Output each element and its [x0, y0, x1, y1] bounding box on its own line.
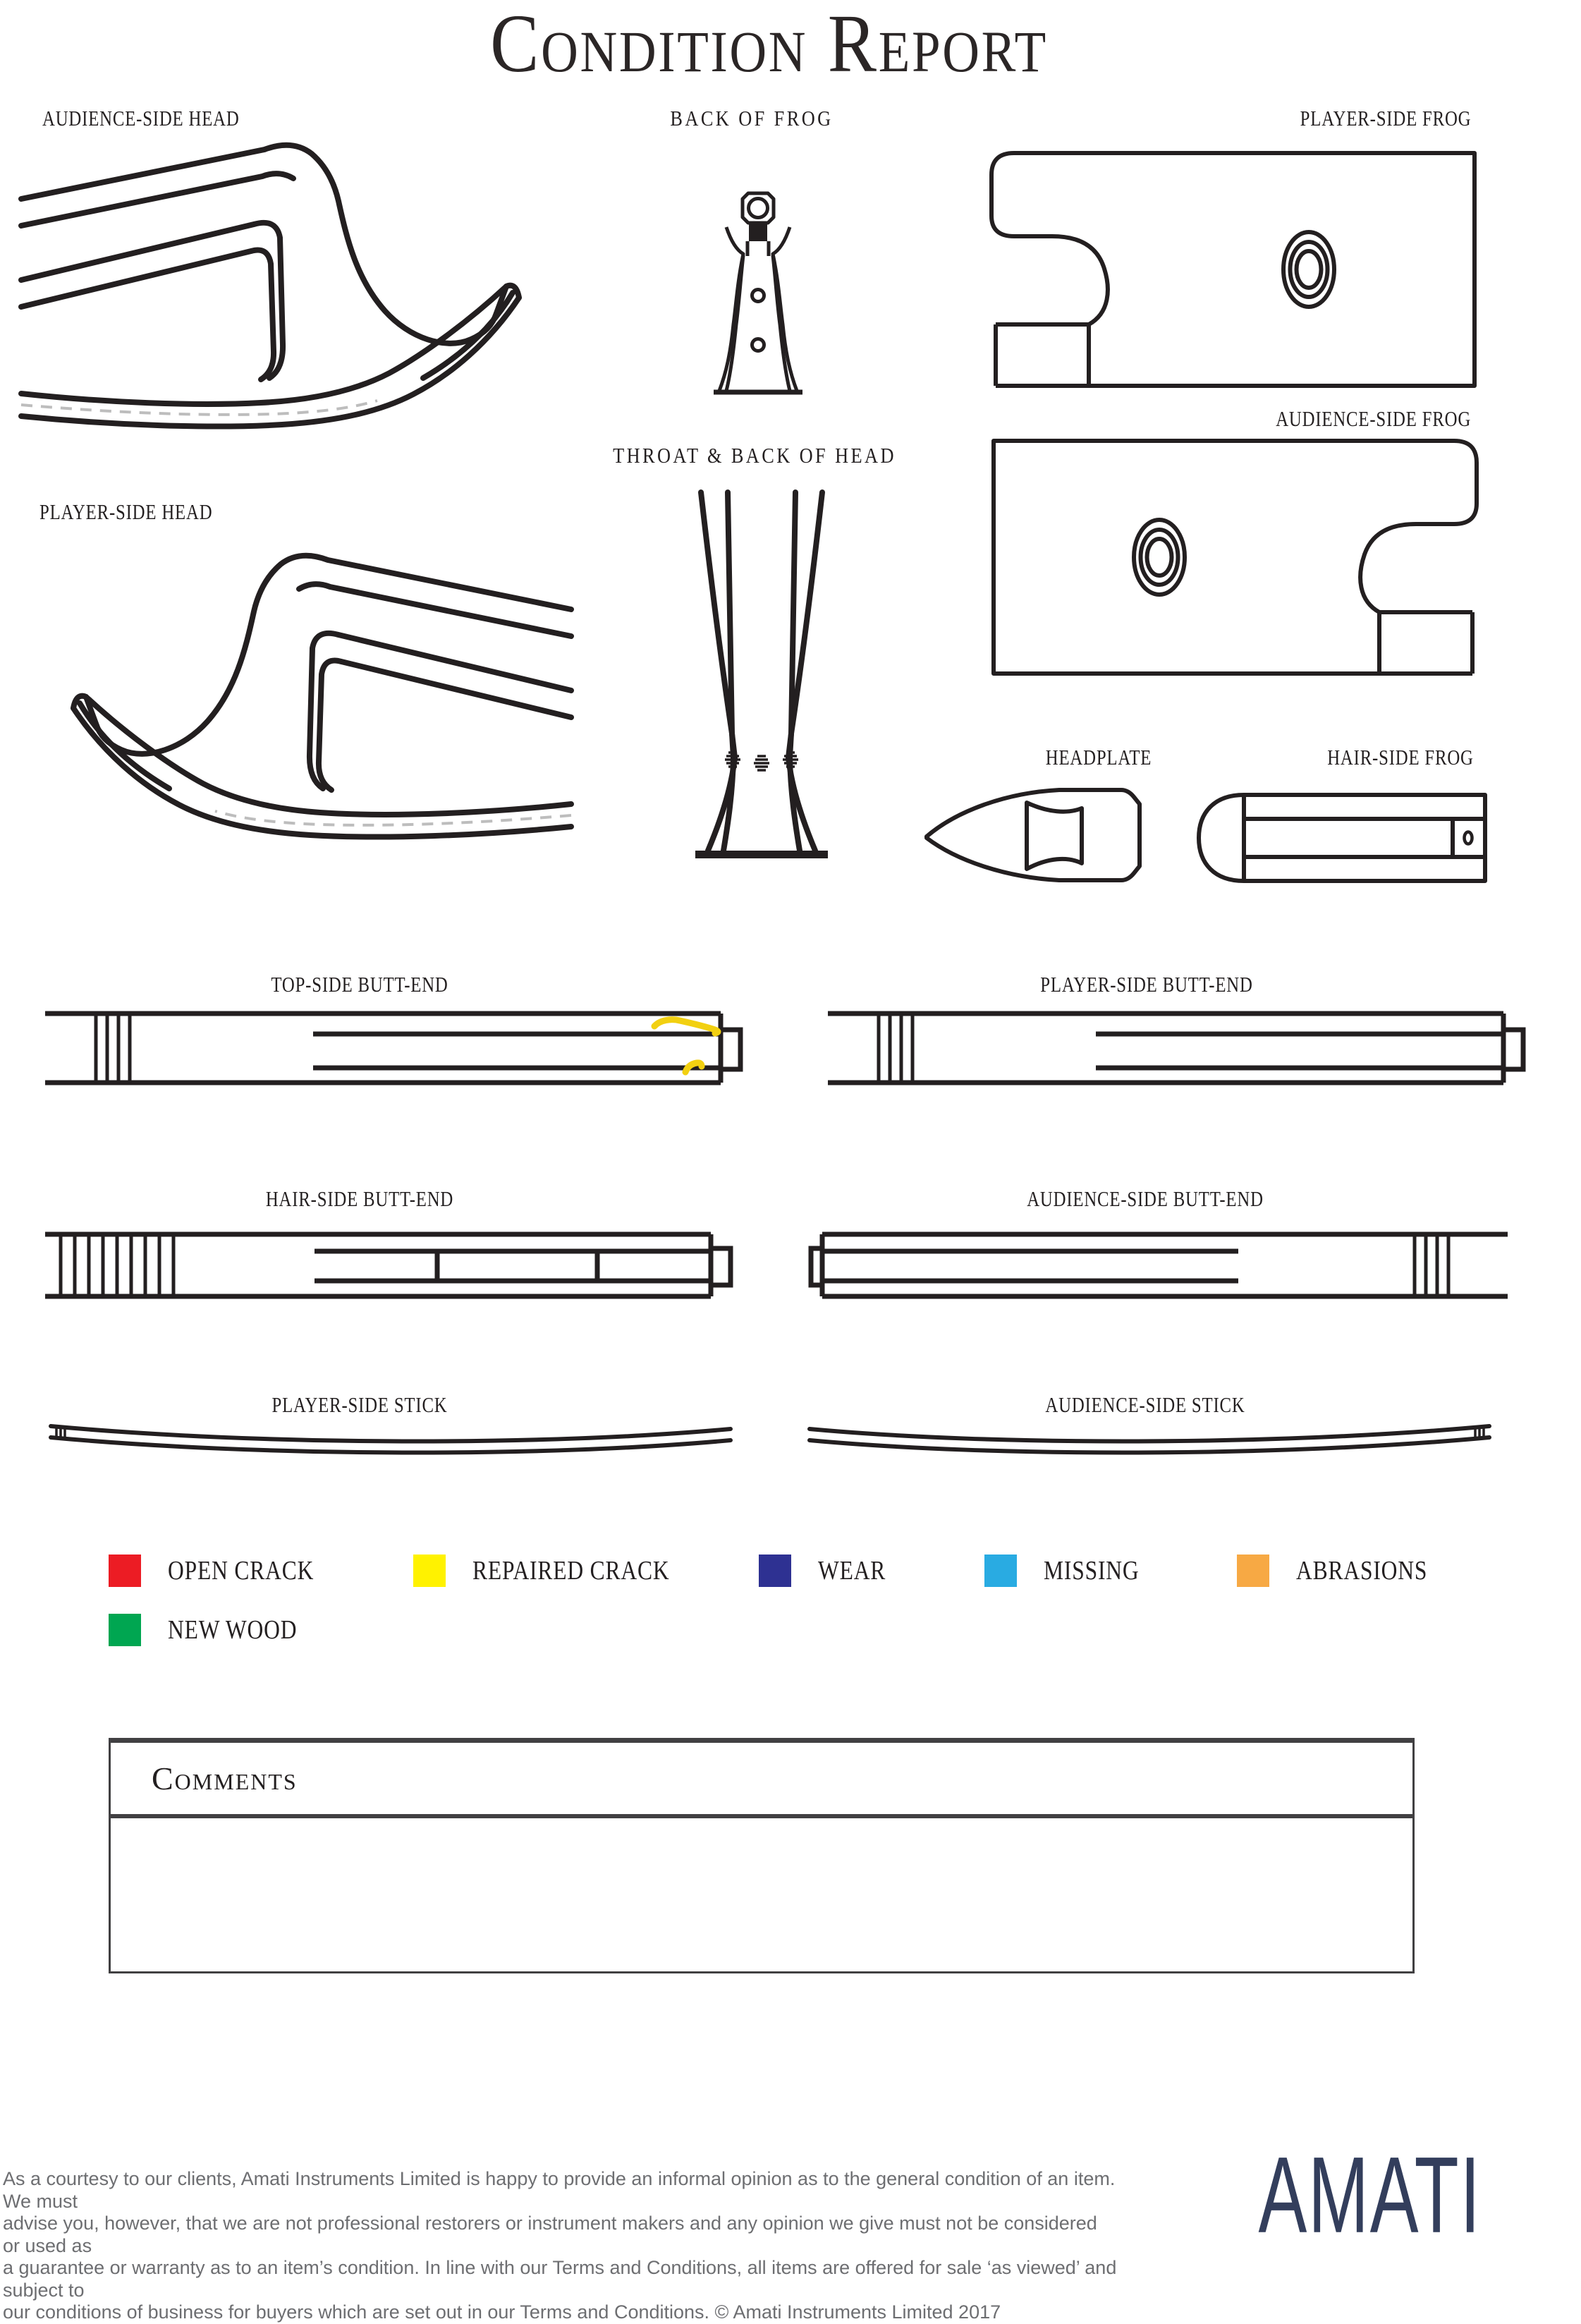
comments-title: Comments	[152, 1760, 298, 1796]
legend-swatch-repaired-crack	[413, 1555, 446, 1587]
legend-label-abrasions: ABRASIONS	[1296, 1556, 1428, 1586]
repaired-crack-annotation	[654, 1020, 718, 1072]
amati-logo: AMATI	[1258, 2134, 1482, 2256]
throat-back-of-head-drawing	[691, 492, 832, 860]
legend-swatch-new-wood	[109, 1614, 141, 1646]
legend-label-repaired-crack: REPAIRED CRACK	[472, 1556, 670, 1586]
label-player-side-stick: PLAYER-SIDE STICK	[271, 1392, 448, 1417]
label-hair-side-frog: HAIR-SIDE FROG	[1327, 745, 1474, 769]
label-throat-back-of-head: THROAT & BACK OF HEAD	[613, 443, 896, 468]
headplate-drawing	[921, 783, 1147, 887]
legend-label-wear: WEAR	[818, 1556, 886, 1586]
back-of-frog-drawing	[707, 186, 810, 396]
label-back-of-frog: BACK OF FROG	[670, 106, 834, 130]
legend-swatch-wear	[759, 1555, 791, 1587]
legend-swatch-open-crack	[109, 1555, 141, 1587]
hair-side-frog-drawing	[1190, 791, 1489, 884]
hair-side-butt-end-drawing	[45, 1230, 745, 1301]
player-side-butt-end-drawing	[828, 1009, 1527, 1088]
label-audience-side-frog: AUDIENCE-SIDE FROG	[1276, 406, 1471, 431]
audience-side-butt-end-drawing	[808, 1230, 1508, 1301]
label-headplate: HEADPLATE	[1045, 745, 1152, 769]
footer-line: advise you, however, that we are not professional restorers or instrument makers and any opinion we give must not be considered or used as	[3, 2213, 1097, 2256]
legend-label-open-crack: OPEN CRACK	[168, 1556, 315, 1586]
audience-side-head-drawing	[21, 134, 571, 437]
legend-swatch-abrasions	[1237, 1555, 1269, 1587]
label-player-side-frog: PLAYER-SIDE FROG	[1300, 106, 1471, 130]
label-audience-side-head: AUDIENCE-SIDE HEAD	[42, 106, 240, 130]
label-audience-side-stick: AUDIENCE-SIDE STICK	[1045, 1392, 1245, 1417]
footer-line: a guarantee or warranty as to an item’s condition. In line with our Terms and Conditions, all items are offered for sale ‘as viewed’ and subject to	[3, 2257, 1117, 2301]
top-side-butt-end-drawing	[45, 1009, 745, 1088]
label-top-side-butt-end: TOP-SIDE BUTT-END	[271, 972, 448, 997]
comments-box[interactable]	[109, 1738, 1415, 1973]
comments-divider	[109, 1814, 1415, 1818]
footer-disclaimer	[3, 2168, 1117, 2324]
player-side-head-drawing	[21, 545, 571, 848]
label-hair-side-butt-end: HAIR-SIDE BUTT-END	[265, 1186, 454, 1211]
label-audience-side-butt-end: AUDIENCE-SIDE BUTT-END	[1027, 1186, 1264, 1211]
label-player-side-head: PLAYER-SIDE HEAD	[39, 499, 213, 524]
page-title: Condition Report	[490, 0, 1048, 90]
legend-label-new-wood: NEW WOOD	[168, 1615, 298, 1645]
player-side-frog-drawing	[986, 150, 1479, 389]
footer-line: our conditions of business for buyers which are set out in our Terms and Conditions. © Amati Instruments Limited 2017	[3, 2301, 1001, 2323]
label-player-side-butt-end: PLAYER-SIDE BUTT-END	[1040, 972, 1253, 997]
head-base-bar	[695, 851, 828, 858]
legend-swatch-missing	[984, 1555, 1017, 1587]
player-side-stick-drawing	[25, 1419, 739, 1461]
footer-line: As a courtesy to our clients, Amati Instruments Limited is happy to provide an informal opinion as to the general condition of an item. We must	[3, 2168, 1116, 2212]
audience-side-stick-drawing	[801, 1419, 1515, 1461]
legend-label-missing: MISSING	[1044, 1556, 1140, 1586]
audience-side-frog-drawing	[989, 437, 1482, 677]
